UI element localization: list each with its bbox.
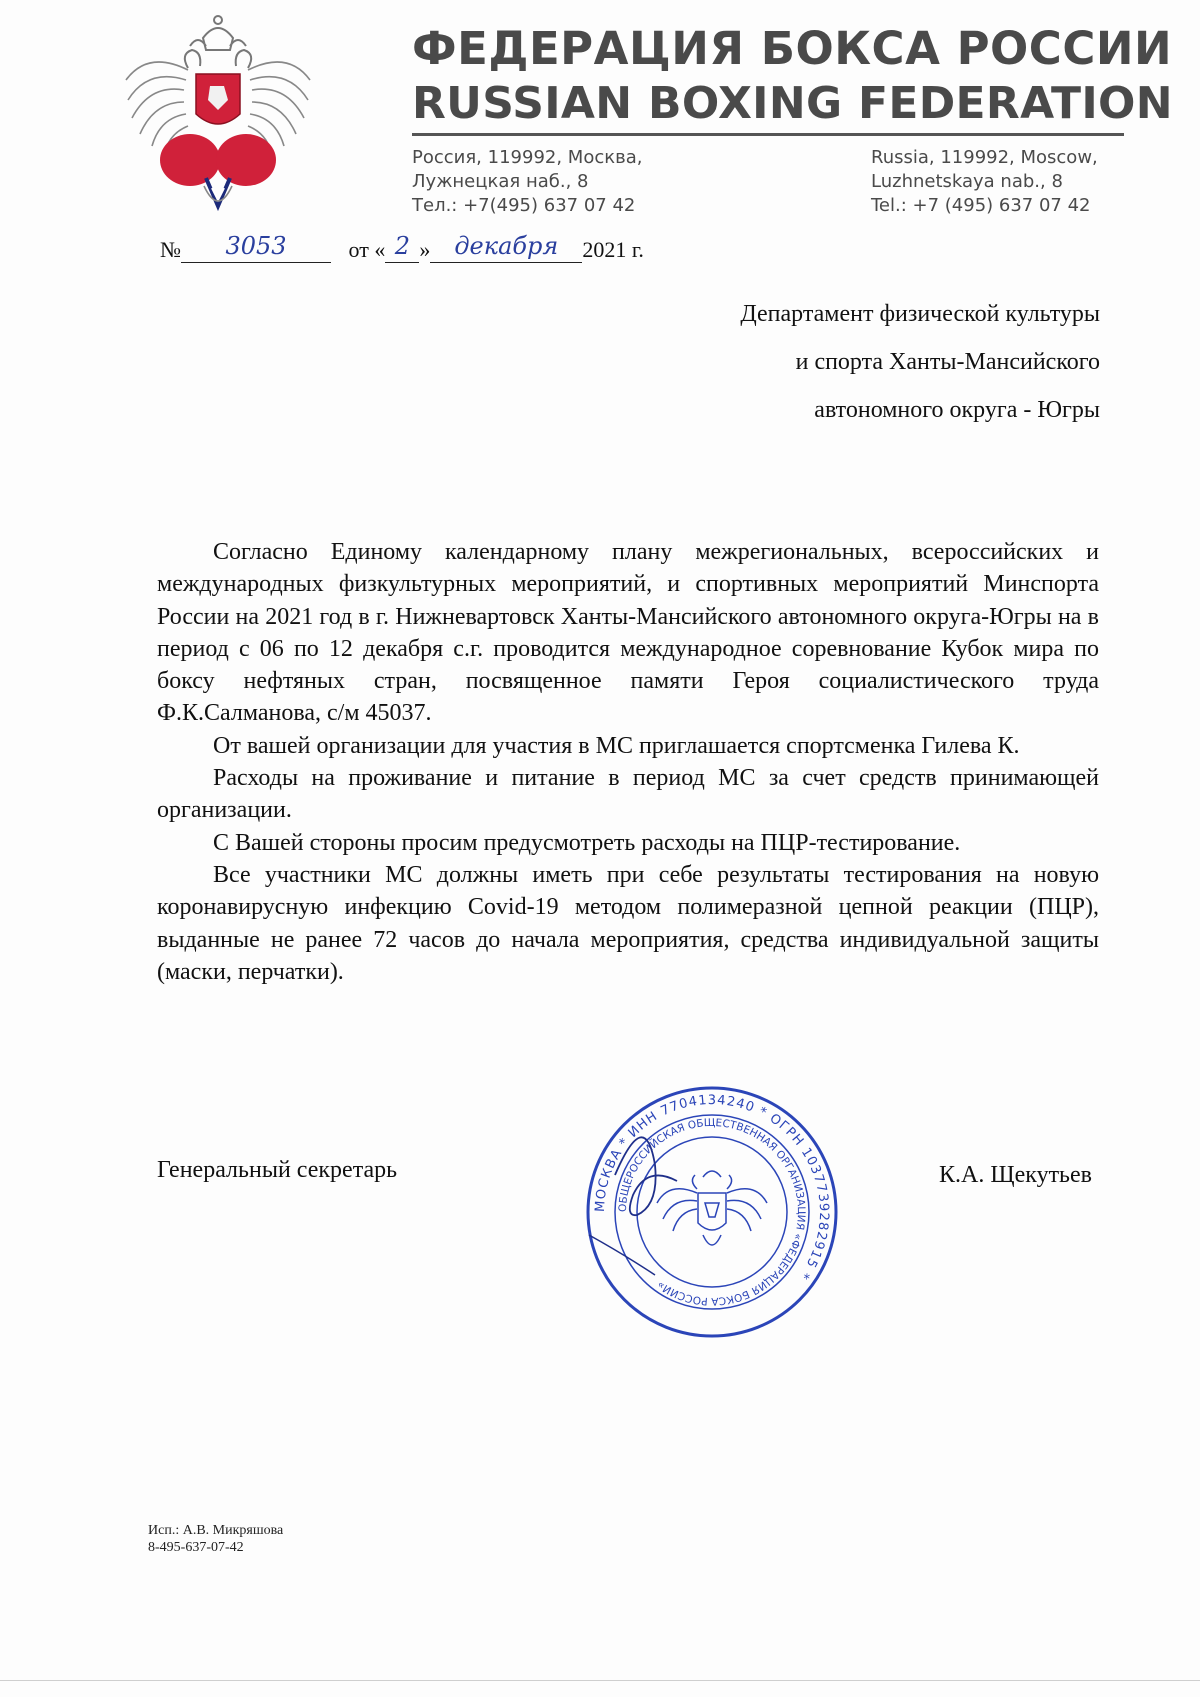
body-paragraph: Согласно Единому календарному плану межрегиональных, всероссийских и международных физкультурных мероприятий, и спортивных мероприятий Минспорта России на 2021 год в г. Нижневартовск Ханты-Мансийского автономного округа-Югры на в период с 06 по 12 декабря с.г. проводится международное соревнование Кубок мира по боксу нефтяных стран, посвященное памяти Героя социалистического труда Ф.К.Салманова, с/м 45037. [157,539,1099,727]
body-paragraph: С Вашей стороны просим предусмотреть расходы на ПЦР-тестирование. [213,829,961,856]
svg-text:ОБЩЕРОССИЙСКАЯ ОБЩЕСТВЕННАЯ ОР [617,1117,807,1307]
date-prefix: от « [348,237,386,262]
number-prefix: № [160,237,181,262]
address-ru-line: Тел.: +7(495) 637 07 42 [412,195,636,216]
recipient-line: автономного округа - Югры [814,397,1100,423]
federation-emblem-icon [118,10,318,220]
stamp-inner-text: ОБЩЕРОССИЙСКАЯ ОБЩЕСТВЕННАЯ ОРГАНИЗАЦИЯ «ФЕДЕРАЦИЯ БОКСА РОССИИ» [616,1116,808,1308]
address-ru-line: Россия, 119992, Москва, [412,147,643,168]
handwritten-day: 2 [394,232,410,260]
executor-phone: 8-495-637-07-42 [148,1540,244,1555]
executor-info [148,1522,283,1556]
letter-body [157,536,1099,988]
recipient-line: и спорта Ханты-Мансийского [795,349,1100,375]
address-en-line: Luzhnetskaya nab., 8 [871,171,1063,192]
body-paragraph: Все участники МС должны иметь при себе результаты тестирования на новую коронавирусную инфекцию Covid-19 методом полимеразной цепной реакции (ПЦР), выданные не ранее 72 часов до начала мероприятия, средства индивидуальной защиты (маски, перчатки). [157,861,1099,985]
stamp-eagle-icon [657,1171,767,1245]
address-en-line: Russia, 119992, Moscow, [871,147,1098,168]
signatory-name: К.А. Щекутьев [939,1162,1092,1188]
scan-edge [0,1680,1200,1681]
executor-name: Исп.: А.В. Микряшова [148,1523,284,1538]
day-blank [385,232,419,263]
address-ru-line: Лужнецкая наб., 8 [412,171,589,192]
official-stamp [585,1085,839,1339]
address-ru [412,146,642,218]
registration-line [160,232,644,263]
stamp-outer-text: МОСКВА * ИНН 7704134240 * ОГРН 1037739282915 * [592,1092,832,1283]
recipient-line: Департамент физической культуры [740,301,1100,327]
recipient-block [740,290,1100,434]
body-paragraph: От вашей организации для участия в МС приглашается спортсменка Гилева К. [213,732,1020,759]
month-blank [430,232,582,263]
signatory-title: Генеральный секретарь [157,1157,398,1183]
body-paragraph: Расходы на проживание и питание в период МС за счет средств принимающей организации. [157,765,1099,824]
federation-name-en: RUSSIAN BOXING FEDERATION [412,78,1173,129]
signature-tail [589,1235,655,1275]
address-en-line: Tel.: +7 (495) 637 07 42 [871,195,1091,216]
letterhead-divider [412,133,1124,136]
month-separator: » [419,237,431,262]
year-suffix: 2021 г. [582,237,644,262]
handwritten-number: 3053 [225,232,287,260]
address-en [871,146,1098,218]
handwritten-month: декабря [454,232,559,260]
federation-name-ru: ФЕДЕРАЦИЯ БОКСА РОССИИ [412,22,1173,75]
number-blank [181,232,331,263]
